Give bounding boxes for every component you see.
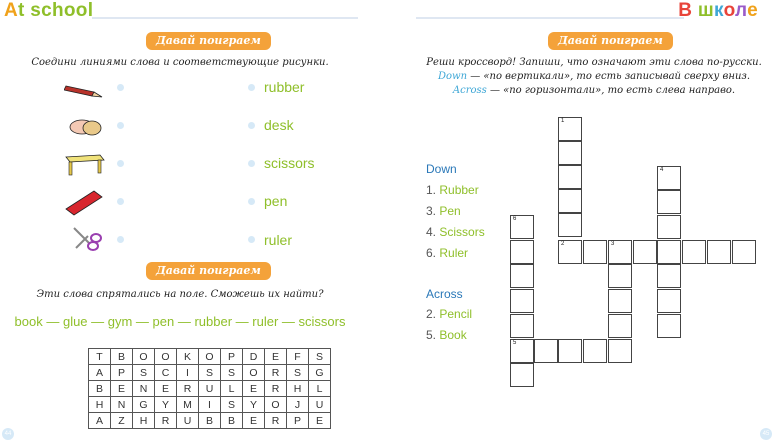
crossword-cell[interactable] bbox=[558, 141, 582, 165]
down-clue: 1. Rubber bbox=[426, 183, 479, 197]
across-clue: 5. Book bbox=[426, 328, 467, 342]
crossword-instruction-1: Реши кроссворд! Запиши, что означают эти слова по-русски. bbox=[426, 57, 762, 68]
crossword-cell[interactable] bbox=[633, 240, 657, 264]
play-badge-2: Давай поиграем bbox=[146, 262, 271, 280]
grid-cell[interactable]: H bbox=[133, 413, 155, 429]
crossword-cell[interactable] bbox=[534, 339, 558, 363]
grid-cell[interactable]: D bbox=[243, 349, 265, 365]
down-heading: Down bbox=[426, 162, 457, 176]
crossword-cell[interactable] bbox=[608, 289, 632, 313]
grid-cell[interactable]: O bbox=[243, 365, 265, 381]
grid-cell[interactable]: I bbox=[199, 397, 221, 413]
down-clue: 6. Ruler bbox=[426, 246, 469, 260]
pen-picture bbox=[64, 80, 104, 100]
crossword-cell[interactable] bbox=[558, 165, 582, 189]
match-dot-right[interactable] bbox=[248, 198, 255, 205]
crossword-cell[interactable] bbox=[657, 264, 681, 288]
grid-cell[interactable]: H bbox=[287, 381, 309, 397]
grid-cell[interactable]: C bbox=[155, 365, 177, 381]
crossword-cell[interactable] bbox=[682, 240, 706, 264]
crossword-cell[interactable]: 4 bbox=[657, 166, 681, 190]
crossword-cell[interactable] bbox=[583, 240, 607, 264]
left-header-line bbox=[92, 17, 358, 19]
match-word: desk bbox=[264, 117, 294, 133]
crossword-cell[interactable] bbox=[657, 314, 681, 338]
grid-cell[interactable]: U bbox=[199, 381, 221, 397]
scissors-picture bbox=[66, 224, 104, 254]
grid-cell[interactable]: R bbox=[265, 365, 287, 381]
match-instruction: Соедини линиями слова и соответствующие рисунки. bbox=[31, 57, 329, 68]
grid-cell[interactable]: B bbox=[199, 413, 221, 429]
grid-cell[interactable]: O bbox=[155, 349, 177, 365]
down-clue: 4. Scissors bbox=[426, 225, 485, 239]
grid-cell[interactable]: G bbox=[309, 365, 331, 381]
crossword-cell[interactable] bbox=[657, 190, 681, 214]
match-dot-right[interactable] bbox=[248, 122, 255, 129]
grid-cell[interactable]: H bbox=[89, 397, 111, 413]
crossword-cell[interactable] bbox=[732, 240, 756, 264]
grid-cell[interactable]: E bbox=[243, 413, 265, 429]
grid-cell[interactable]: U bbox=[309, 397, 331, 413]
grid-cell[interactable]: T bbox=[89, 349, 111, 365]
grid-cell[interactable]: O bbox=[265, 397, 287, 413]
crossword-cell[interactable] bbox=[558, 339, 582, 363]
across-term: Across bbox=[452, 85, 487, 96]
page-number-right: 45 bbox=[760, 428, 772, 440]
crossword-cell[interactable] bbox=[558, 189, 582, 213]
grid-cell[interactable]: L bbox=[221, 381, 243, 397]
grid-cell[interactable]: A bbox=[89, 413, 111, 429]
grid-cell[interactable]: N bbox=[111, 397, 133, 413]
crossword-cell[interactable]: 6 bbox=[510, 215, 534, 239]
grid-cell[interactable]: K bbox=[177, 349, 199, 365]
grid-cell[interactable]: J bbox=[287, 397, 309, 413]
crossword-cell[interactable]: 3 bbox=[608, 240, 632, 264]
grid-cell[interactable]: Y bbox=[243, 397, 265, 413]
grid-cell[interactable]: O bbox=[133, 349, 155, 365]
match-word: ruler bbox=[264, 232, 293, 248]
crossword-cell[interactable] bbox=[657, 215, 681, 239]
match-dot-left[interactable] bbox=[117, 160, 124, 167]
down-clue: 3. Pen bbox=[426, 204, 461, 218]
grid-cell[interactable]: S bbox=[133, 365, 155, 381]
grid-cell[interactable]: E bbox=[309, 413, 331, 429]
play-badge-right: Давай поиграем bbox=[548, 32, 673, 50]
grid-cell[interactable]: P bbox=[111, 365, 133, 381]
grid-cell[interactable]: I bbox=[177, 365, 199, 381]
crossword-cell[interactable] bbox=[707, 240, 731, 264]
crossword-cell[interactable]: 1 bbox=[558, 117, 582, 141]
crossword-cell[interactable] bbox=[657, 240, 681, 264]
crossword-cell[interactable] bbox=[510, 240, 534, 264]
crossword-cell[interactable]: 2 bbox=[558, 240, 582, 264]
grid-cell[interactable]: E bbox=[111, 381, 133, 397]
match-word: rubber bbox=[264, 79, 305, 95]
down-term: Down bbox=[437, 71, 468, 82]
grid-cell[interactable]: S bbox=[221, 365, 243, 381]
grid-cell[interactable]: E bbox=[243, 381, 265, 397]
crossword-cell[interactable] bbox=[657, 289, 681, 313]
grid-cell[interactable]: F bbox=[287, 349, 309, 365]
left-page-title: At school bbox=[4, 0, 94, 21]
grid-cell[interactable]: E bbox=[265, 349, 287, 365]
match-dot-left[interactable] bbox=[117, 84, 124, 91]
across-clue: 2. Pencil bbox=[426, 307, 473, 321]
grid-cell[interactable]: E bbox=[155, 381, 177, 397]
grid-cell[interactable]: Z bbox=[111, 413, 133, 429]
match-word: scissors bbox=[264, 155, 315, 171]
wordsearch-instruction: Эти слова спрятались на поле. Сможешь их найти? bbox=[36, 289, 324, 300]
grid-cell[interactable]: R bbox=[265, 413, 287, 429]
grid-cell[interactable]: G bbox=[133, 397, 155, 413]
right-page-title: В школе bbox=[678, 0, 758, 21]
grid-cell[interactable]: M bbox=[177, 397, 199, 413]
grid-cell[interactable]: S bbox=[199, 365, 221, 381]
match-dot-left[interactable] bbox=[117, 122, 124, 129]
right-header-line bbox=[416, 17, 684, 19]
grid-cell[interactable]: R bbox=[265, 381, 287, 397]
crossword-cell[interactable] bbox=[510, 264, 534, 288]
match-dot-left[interactable] bbox=[117, 198, 124, 205]
crossword-cell[interactable] bbox=[510, 289, 534, 313]
grid-cell[interactable]: B bbox=[111, 349, 133, 365]
crossword-cell[interactable] bbox=[510, 314, 534, 338]
grid-cell[interactable]: P bbox=[221, 349, 243, 365]
crossword-cell[interactable]: 5 bbox=[510, 339, 534, 363]
wordsearch-grid bbox=[88, 348, 331, 429]
grid-cell[interactable]: R bbox=[155, 413, 177, 429]
grid-cell[interactable]: O bbox=[199, 349, 221, 365]
crossword-cell[interactable] bbox=[558, 213, 582, 237]
crossword-cell[interactable] bbox=[608, 339, 632, 363]
grid-cell[interactable]: Y bbox=[155, 397, 177, 413]
crossword-instruction-across bbox=[414, 85, 774, 96]
crossword-cell[interactable] bbox=[608, 264, 632, 288]
grid-cell[interactable]: R bbox=[177, 381, 199, 397]
desk-picture bbox=[64, 151, 106, 177]
crossword-cell[interactable] bbox=[608, 314, 632, 338]
page-number-left: 44 bbox=[2, 428, 14, 440]
play-badge-1: Давай поиграем bbox=[146, 32, 271, 50]
match-dot-right[interactable] bbox=[248, 84, 255, 91]
grid-cell[interactable]: S bbox=[309, 349, 331, 365]
match-dot-right[interactable] bbox=[248, 160, 255, 167]
across-explanation: — «по горизонтали», то есть слева направо. bbox=[486, 85, 736, 96]
grid-cell[interactable]: N bbox=[133, 381, 155, 397]
grid-cell[interactable]: L bbox=[309, 381, 331, 397]
match-dot-left[interactable] bbox=[117, 236, 124, 243]
crossword-cell[interactable] bbox=[583, 339, 607, 363]
crossword-instruction-down bbox=[414, 71, 774, 82]
rubber-picture bbox=[68, 117, 104, 137]
wordsearch-word-list: book — glue — gym — pen — rubber — ruler — scissors bbox=[14, 314, 346, 329]
across-heading: Across bbox=[426, 287, 463, 301]
down-explanation: — «по вертикали», то есть записывай сверху вниз. bbox=[467, 71, 751, 82]
grid-cell[interactable]: B bbox=[89, 381, 111, 397]
grid-cell[interactable]: U bbox=[177, 413, 199, 429]
grid-cell[interactable]: A bbox=[89, 365, 111, 381]
grid-cell[interactable]: P bbox=[287, 413, 309, 429]
match-word: pen bbox=[264, 193, 288, 209]
ruler-picture bbox=[64, 189, 104, 217]
grid-cell[interactable]: S bbox=[221, 397, 243, 413]
grid-cell[interactable]: S bbox=[287, 365, 309, 381]
crossword-cell[interactable] bbox=[510, 363, 534, 387]
grid-cell[interactable]: B bbox=[221, 413, 243, 429]
match-dot-right[interactable] bbox=[248, 236, 255, 243]
